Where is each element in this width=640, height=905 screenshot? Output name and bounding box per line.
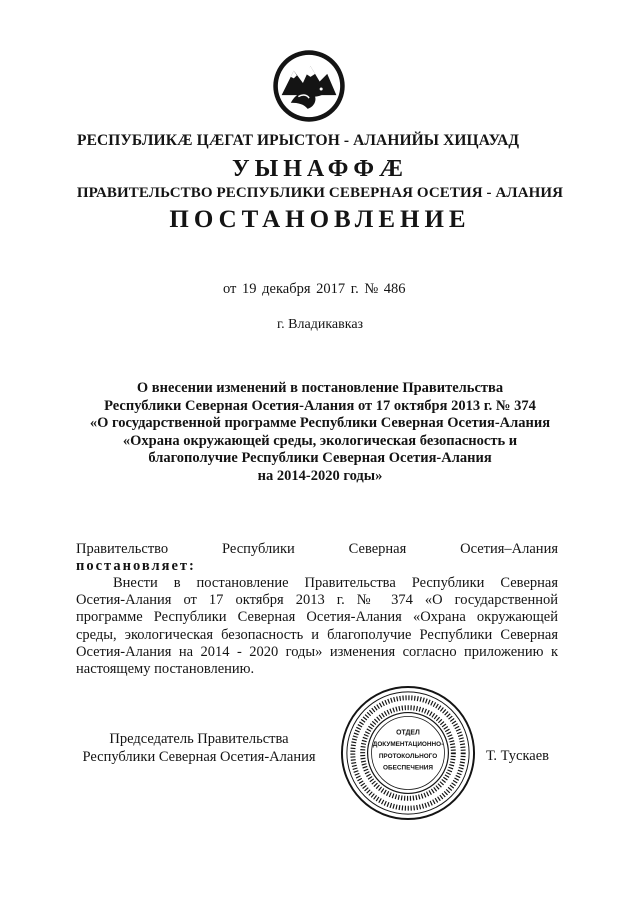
subject-line: благополучие Республики Северная Осетия-Алания xyxy=(148,450,492,466)
republic-name-ossetian: РЕСПУБЛИКӔ ЦӔГАТ ИРЫСТОН - АЛАНИЙЫ ХИЦАУАД xyxy=(77,132,520,149)
decree-city: г. Владикавказ xyxy=(277,317,364,332)
decree-title-ossetian: УЫНАФФӔ xyxy=(232,156,408,182)
stamp-text: ДОКУМЕНТАЦИОННО- xyxy=(372,741,444,749)
subject-line: «Охрана окружающей среды, экологическая безопасность и xyxy=(122,432,518,449)
government-line: Правительство Республики Северная Осетия–Алания xyxy=(76,541,558,557)
decree-title: ПОСТАНОВЛЕНИЕ xyxy=(169,206,471,233)
signatory-title-line: Председатель Правительства xyxy=(109,731,289,747)
signatory-title-line: Республики Северная Осетия-Алания xyxy=(82,749,316,765)
body-line: Внести в постановление Правительства Республики Северная xyxy=(113,575,558,591)
stamp-text: ОТДЕЛ xyxy=(396,729,420,737)
body-line: программе Республики Северная Осетия-Алания «Охрана окружающей xyxy=(76,609,558,626)
subject-line: Республики Северная Осетия-Алания от 17 октября 2013 г. № 374 xyxy=(104,397,536,414)
official-stamp xyxy=(339,684,477,822)
subject-line: «О государственной программе Республики Северная Осетия-Алания xyxy=(89,415,551,431)
subject-line: на 2014-2020 годы» xyxy=(257,467,383,484)
stamp-text: ОБЕСПЕЧЕНИЯ xyxy=(383,764,433,772)
subject-line: О внесении изменений в постановление Правительства xyxy=(136,380,504,396)
coat-of-arms-emblem xyxy=(271,48,347,124)
body-line: среды, экологическая безопасность и благополучие Республики Северная xyxy=(76,626,558,643)
signatory-name: Т. Тускаев xyxy=(486,748,550,764)
resolves-word: постановляет: xyxy=(76,558,196,574)
government-name: ПРАВИТЕЛЬСТВО РЕСПУБЛИКИ СЕВЕРНАЯ ОСЕТИЯ - АЛАНИЯ xyxy=(76,185,564,201)
body-line: настоящему постановлению. xyxy=(76,661,255,678)
body-line: Осетия-Алания от 17 октября 2013 г. № 374 «О государственной xyxy=(76,592,558,609)
body-line: Осетия-Алания на 2014 - 2020 годы» изменения согласно приложению к xyxy=(76,643,558,660)
signatory-title xyxy=(79,730,319,766)
decree-date-number: от 19 декабря 2017 г. № 486 xyxy=(223,281,406,297)
decree-subject xyxy=(60,380,580,485)
decree-body xyxy=(76,575,558,678)
stamp-text: ПРОТОКОЛЬНОГО xyxy=(378,752,438,760)
